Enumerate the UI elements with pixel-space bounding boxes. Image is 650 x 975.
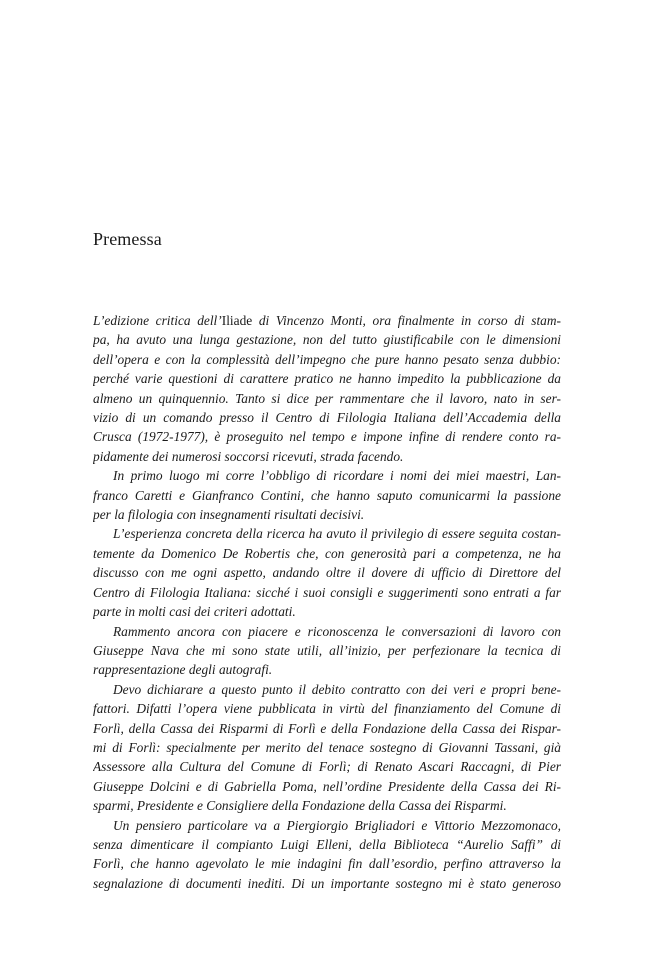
paragraph [93, 466, 561, 524]
text-segment: di Vincenzo Monti, ora finalmente in corso di stam- [252, 313, 561, 328]
text-segment: sparmi, Presidente e Consigliere della Fondazione della Cassa dei Risparmi. [93, 798, 507, 814]
text-line [93, 777, 561, 796]
paragraph [93, 524, 561, 621]
text-line [93, 719, 561, 738]
text-segment: segnalazione di documenti inediti. Di un importante sostegno mi è stato generoso [93, 875, 561, 891]
text-line [93, 602, 561, 621]
text-segment: pidamente dei numerosi soccorsi ricevuti, strada facendo. [93, 448, 404, 464]
text-line [93, 641, 561, 660]
page-title: Premessa [93, 229, 162, 249]
text-line [93, 699, 561, 718]
text-line [93, 408, 561, 427]
paragraph [93, 680, 561, 816]
text-line [93, 311, 561, 330]
text-line [93, 350, 561, 369]
text-line [93, 447, 561, 466]
paragraph [93, 816, 561, 894]
text-line [93, 660, 561, 679]
text-line [93, 524, 561, 543]
text-line [93, 486, 561, 505]
text-segment: Devo dichiarare a questo punto il debito contratto con dei veri e propri bene- [113, 681, 561, 697]
text-line [93, 835, 561, 854]
text-segment: Crusca (1972-1977), è proseguito nel tempo e impone infine di rendere conto ra- [93, 429, 561, 445]
text-segment: per la filologia con insegnamenti risultati decisivi. [93, 507, 365, 523]
text-segment: Forlì, che hanno agevolato le mie indagini fin dall’esordio, perfino attraverso la [93, 856, 561, 872]
text-segment: mi di Forlì: specialmente per merito del tenace sostegno di Giovanni Tassani, già [93, 739, 561, 755]
text-line [93, 757, 561, 776]
text-segment: discusso con me ogni aspetto, andando oltre il dovere di ufficio di Direttore del [93, 565, 561, 581]
text-line [93, 796, 561, 815]
text-segment: almeno un quinquennio. Tanto si dice per rammentare che il lavoro, nato in ser- [93, 390, 561, 406]
text-segment: senza dimenticare il compianto Luigi Elleni, della Biblioteca “Aurelio Saffi” di [93, 836, 561, 852]
text-segment: temente da Domenico De Robertis che, con generosità pari a competenza, ne ha [93, 545, 561, 561]
text-segment: parte in molti casi dei criteri adottati. [93, 604, 296, 620]
text-line [93, 583, 561, 602]
paragraph [93, 311, 561, 466]
text-segment: pa, ha avuto una lunga gestazione, non del tutto giustificabile con le dimensioni [93, 332, 561, 348]
text-segment: In primo luogo mi corre l’obbligo di ricordare i nomi dei miei maestri, Lan- [113, 468, 561, 484]
text-line [93, 563, 561, 582]
text-segment: fattori. Difatti l’opera viene pubblicata in virtù del finanziamento del Comune di [93, 701, 561, 717]
text-segment: rappresentazione degli autografi. [93, 662, 273, 678]
text-segment: vizio di un comando presso il Centro di Filologia Italiana dell’Accademia della [93, 410, 561, 426]
text-segment: perché varie questioni di carattere pratico ne hanno impedito la pubblicazione da [93, 371, 561, 387]
work-title: Iliade [221, 313, 253, 328]
text-line [93, 389, 561, 408]
text-segment: Centro di Filologia Italiana: sicché i suoi consigli e suggerimenti sono entrati a far [93, 584, 561, 600]
text-segment: L’edizione critica dell’ [93, 313, 222, 328]
text-segment: Assessore alla Cultura del Comune di Forlì; di Renato Ascari Raccagni, di Pier [93, 759, 561, 775]
text-line [93, 544, 561, 563]
text-line [93, 854, 561, 873]
text-line [93, 466, 561, 485]
text-line [93, 816, 561, 835]
text-segment: Un pensiero particolare va a Piergiorgio Brigliadori e Vittorio Mezzomonaco, [113, 817, 561, 833]
text-line [93, 505, 561, 524]
text-segment: dell’opera e con la complessità dell’impegno che pure hanno pesato senza dubbio: [93, 351, 561, 367]
text-segment: Giuseppe Nava che mi sono state utili, all’inizio, per perfezionare la tecnica di [93, 642, 561, 658]
text-segment: Giuseppe Dolcini e di Gabriella Poma, nell’ordine Presidente della Cassa dei Ri- [93, 778, 561, 794]
body-text [93, 311, 561, 893]
text-segment: franco Caretti e Gianfranco Contini, che hanno saputo comunicarmi la passione [93, 487, 561, 503]
text-line [93, 330, 561, 349]
text-line [93, 369, 561, 388]
text-line [93, 738, 561, 757]
text-line [93, 622, 561, 641]
text-segment: Forlì, della Cassa dei Risparmi di Forlì e della Fondazione della Cassa dei Rispar- [93, 720, 561, 736]
text-line [93, 680, 561, 699]
text-segment: Rammento ancora con piacere e riconoscenza le conversazioni di lavoro con [113, 623, 561, 639]
text-line [93, 427, 561, 446]
text-segment: L’esperienza concreta della ricerca ha avuto il privilegio di essere seguita costan- [113, 526, 561, 542]
text-line [93, 874, 561, 893]
paragraph [93, 622, 561, 680]
